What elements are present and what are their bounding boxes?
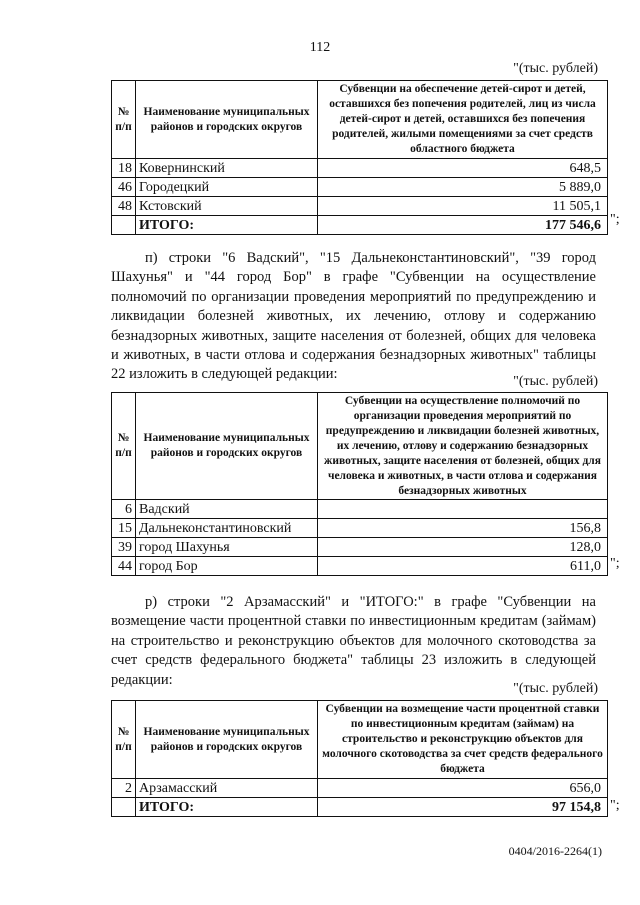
row-value: 611,0	[318, 557, 608, 576]
col-value-header: Субвенции на осуществление полномочий по организации проведения мероприятий по предупреждению и ликвидации болезней животных, их лечению, отлову и содержанию безнадзорных животных, защите населения от болезней, общих для человека и животных, в части отлова и содержания безнадзорных животных	[318, 393, 608, 500]
row-num: 6	[112, 500, 136, 519]
row-value: 156,8	[318, 519, 608, 538]
row-name: Арзамасский	[136, 779, 318, 798]
col-value-header: Субвенции на обеспечение детей-сирот и детей, оставшихся без попечения родителей, лиц из числа детей-сирот и детей, оставшихся без попечения родителей, жилыми помещениями за счет средств областного бюджета	[318, 81, 608, 159]
col-name-header: Наименование муниципальных районов и городских округов	[136, 393, 318, 500]
table-subventions-animals	[111, 392, 608, 576]
col-num-header: № п/п	[112, 701, 136, 779]
row-num: 2	[112, 779, 136, 798]
units-label: "(тыс. рублей)	[513, 374, 598, 389]
row-value: 128,0	[318, 538, 608, 557]
table-end-mark: ";	[610, 556, 620, 571]
total-label: ИТОГО:	[136, 798, 318, 817]
col-name-header: Наименование муниципальных районов и городских округов	[136, 701, 318, 779]
row-value: 5 889,0	[318, 178, 608, 197]
total-value: 97 154,8	[318, 798, 608, 817]
table-row	[112, 500, 608, 519]
table-end-mark: ";	[610, 798, 620, 813]
table-row	[112, 159, 608, 178]
table-row	[112, 178, 608, 197]
amendment-paragraph-p	[111, 249, 596, 385]
row-name: Дальнеконстантиновский	[136, 519, 318, 538]
paragraph-text: п) строки "6 Вадский", "15 Дальнеконстантиновский", "39 город Шахунья" и "44 город Бор" в графе "Субвенции на осуществление полномочий по организации проведения мероприятий по предупреждению и ликвидации болезней животных, их лечению, отлову и содержанию безнадзорных животных, защите населения от болезней, общих для человека и животных, в части отлова и содержания безнадзорных животных" таблицы 22 изложить в следующей редакции:	[111, 250, 596, 383]
col-num-header: № п/п	[112, 81, 136, 159]
table-header-row	[112, 701, 608, 779]
units-label: "(тыс. рублей)	[513, 681, 598, 696]
table-subventions-dairy	[111, 700, 608, 817]
amendment-paragraph-r	[111, 593, 596, 690]
page-number: 112	[309, 40, 331, 55]
table-row	[112, 197, 608, 216]
row-value: 11 505,1	[318, 197, 608, 216]
total-label: ИТОГО:	[136, 216, 318, 235]
paragraph-text: р) строки "2 Арзамасский" и "ИТОГО:" в графе "Субвенции на возмещение части процентной ставки по инвестиционным кредитам (займам) на строительство и реконструкцию объектов для молочного скотоводства за счет средств федерального бюджета" таблицы 23 изложить в следующей редакции:	[111, 594, 596, 688]
row-num: 39	[112, 538, 136, 557]
row-name: город Бор	[136, 557, 318, 576]
col-value-header: Субвенции на возмещение части процентной ставки по инвестиционным кредитам (займам) на строительство и реконструкцию объектов для молочного скотоводства за счет средств федерального бюджета	[318, 701, 608, 779]
document-code: 0404/2016-2264(1)	[508, 844, 602, 858]
row-num: 46	[112, 178, 136, 197]
table-end-mark: ";	[610, 212, 620, 227]
row-value	[318, 500, 608, 519]
table-header-row	[112, 81, 608, 159]
total-row	[112, 216, 608, 235]
table-header-row	[112, 393, 608, 500]
row-name: город Шахунья	[136, 538, 318, 557]
row-name: Городецкий	[136, 178, 318, 197]
row-num: 44	[112, 557, 136, 576]
table-row	[112, 538, 608, 557]
row-name: Ковернинский	[136, 159, 318, 178]
total-value: 177 546,6	[318, 216, 608, 235]
col-name-header: Наименование муниципальных районов и городских округов	[136, 81, 318, 159]
row-value: 656,0	[318, 779, 608, 798]
units-label: "(тыс. рублей)	[513, 61, 598, 76]
row-name: Кстовский	[136, 197, 318, 216]
table-row	[112, 557, 608, 576]
row-name: Вадский	[136, 500, 318, 519]
row-value: 648,5	[318, 159, 608, 178]
total-row	[112, 798, 608, 817]
col-num-header: № п/п	[112, 393, 136, 500]
table-row	[112, 519, 608, 538]
table-row	[112, 779, 608, 798]
table-subventions-orphans	[111, 80, 608, 235]
row-num: 15	[112, 519, 136, 538]
row-num: 48	[112, 197, 136, 216]
row-num: 18	[112, 159, 136, 178]
